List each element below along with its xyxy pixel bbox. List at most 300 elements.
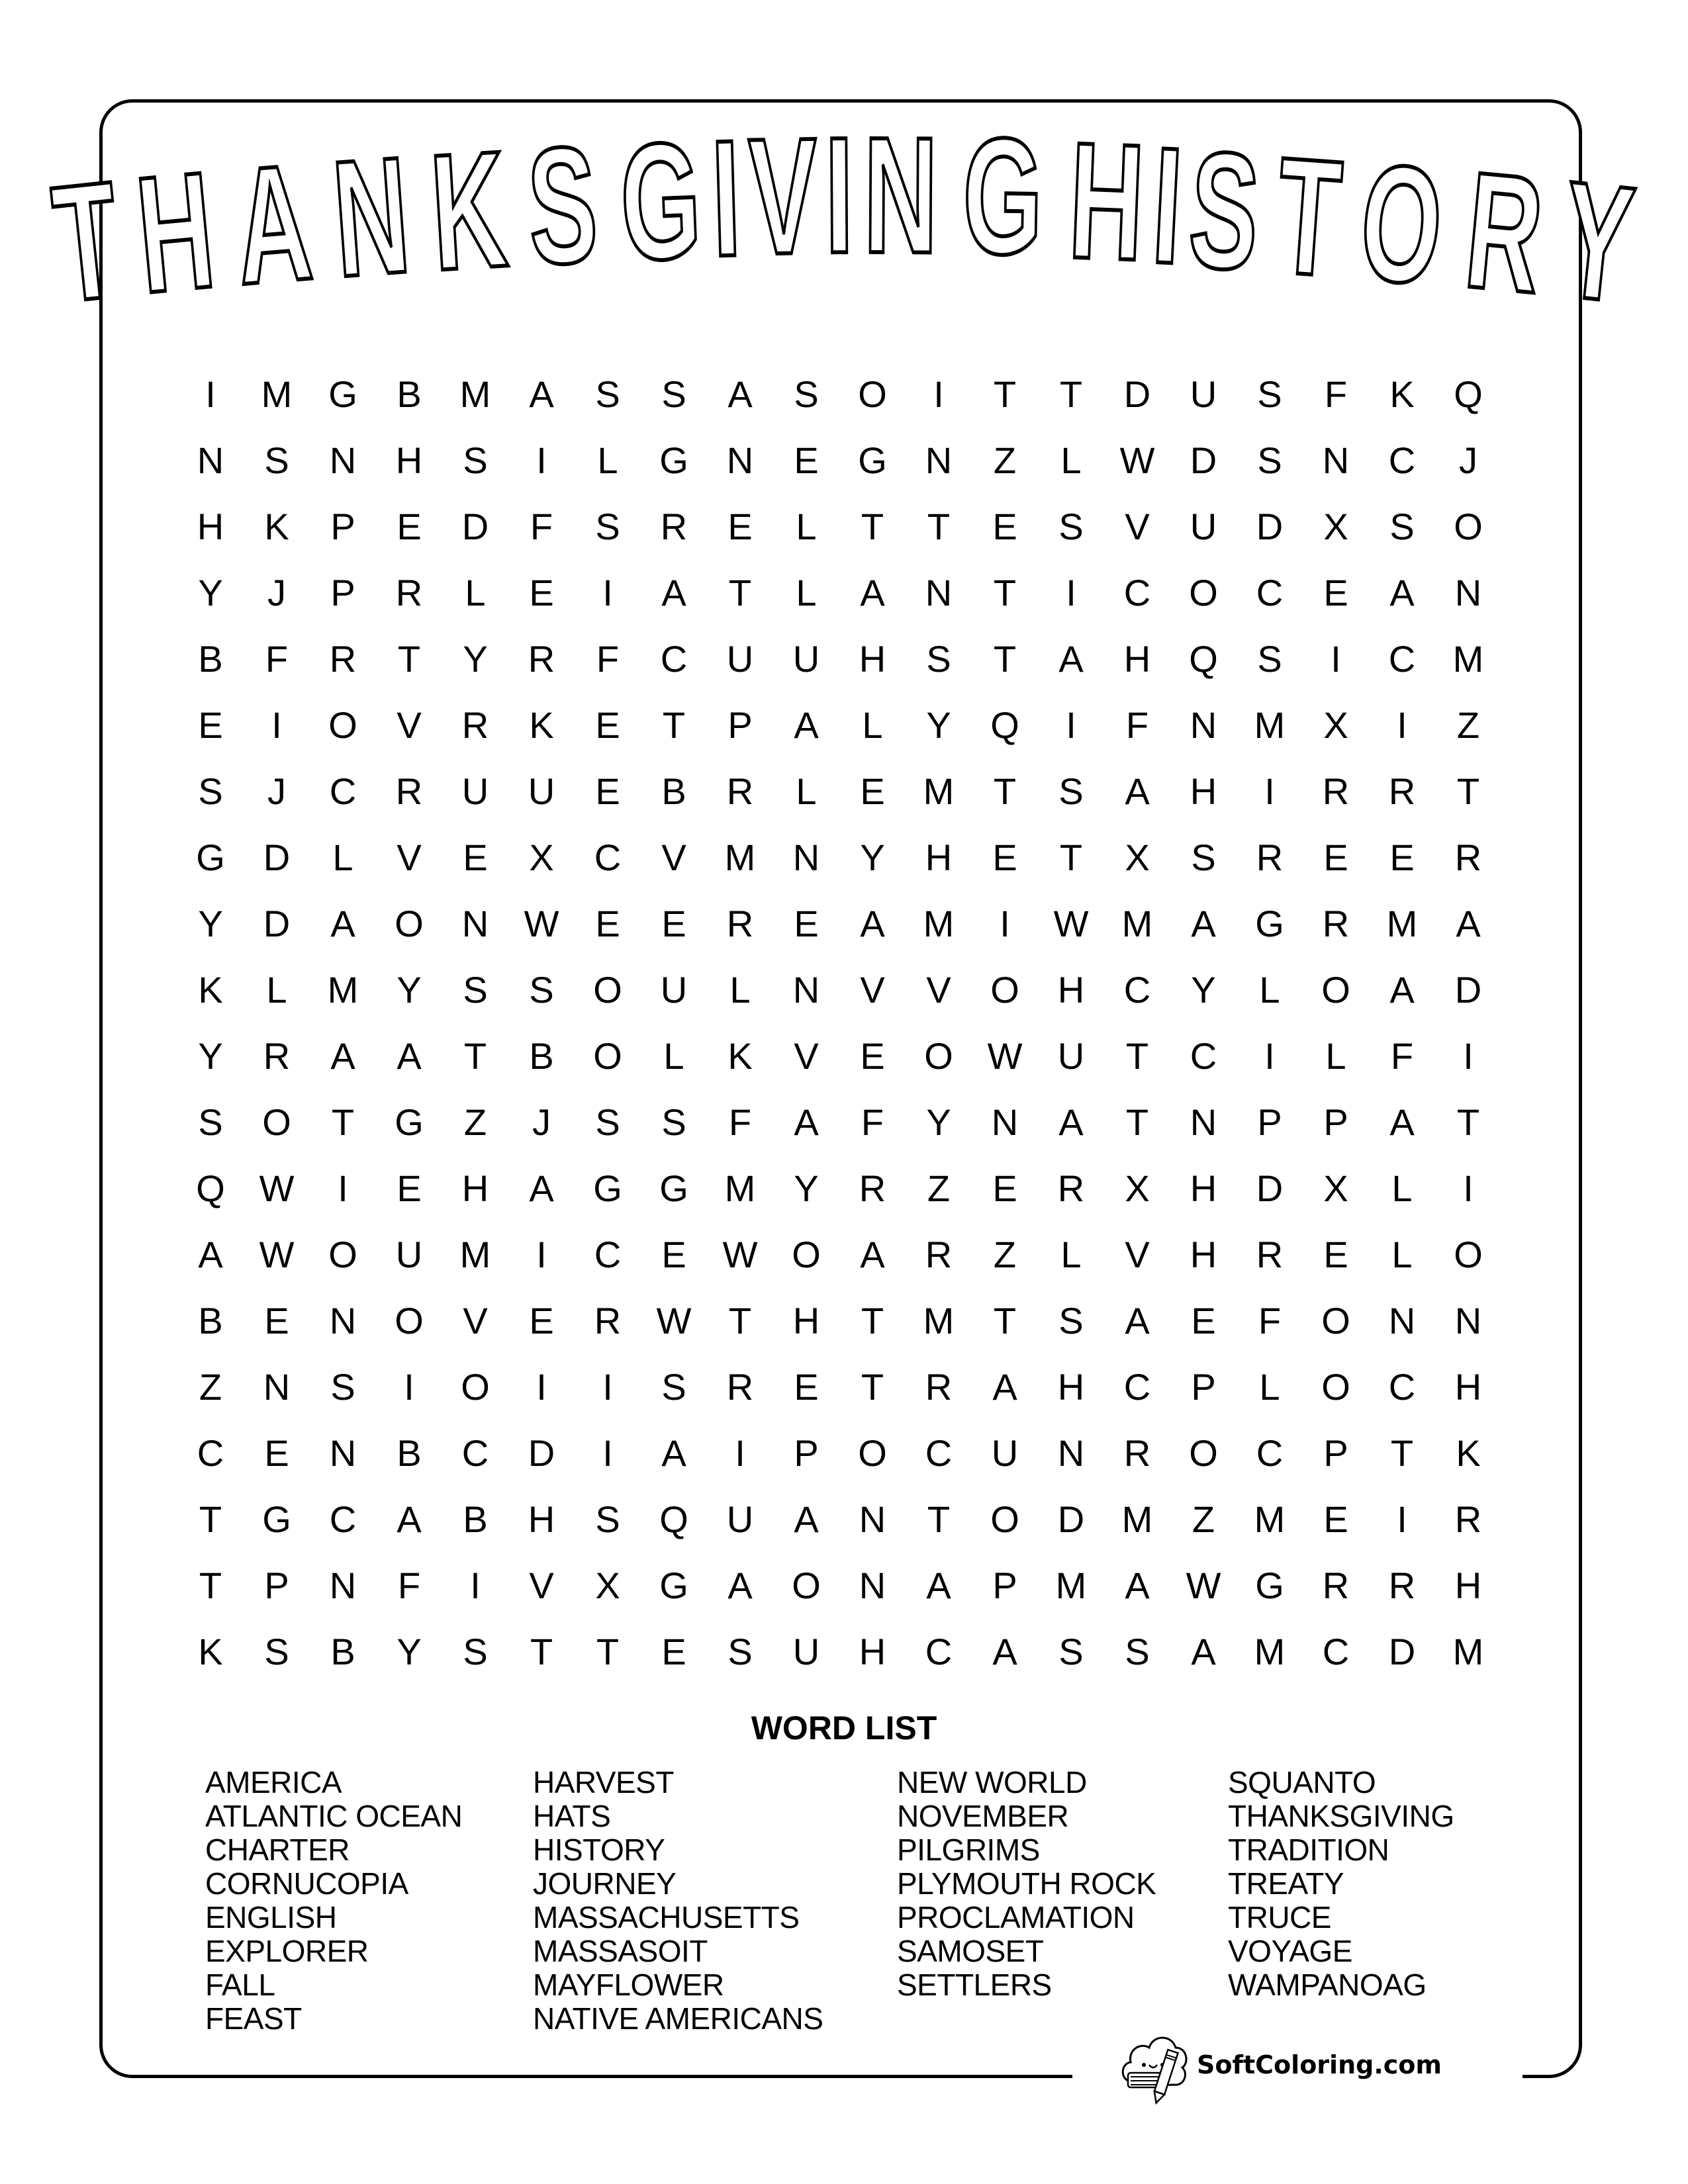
grid-cell: R: [1388, 1564, 1416, 1606]
cloud-with-pencil-icon: [1119, 2025, 1192, 2111]
grid-cell: S: [661, 373, 686, 415]
grid-cell: G: [659, 1564, 688, 1606]
grid-cell: H: [395, 439, 423, 481]
grid-cell: D: [1057, 1498, 1085, 1540]
grid-cell: D: [1256, 505, 1284, 547]
grid-cell: E: [1323, 1498, 1348, 1540]
grid-cell: F: [1258, 1299, 1282, 1342]
grid-cell: F: [1324, 373, 1348, 415]
grid-cell: U: [726, 637, 754, 680]
title-letter: S: [524, 111, 600, 300]
grid-cell: A: [397, 1034, 422, 1077]
grid-cell: E: [264, 1432, 289, 1474]
grid-cell: A: [198, 1233, 223, 1275]
grid-cell: O: [990, 968, 1019, 1011]
grid-cell: C: [1388, 1365, 1416, 1408]
word-list-item: TRADITION: [1228, 1833, 1389, 1867]
grid-cell: T: [1456, 1101, 1480, 1143]
grid-cell: N: [859, 1498, 886, 1540]
grid-cell: T: [861, 505, 884, 547]
word-list-column-2: [533, 1766, 823, 2036]
grid-cell: M: [923, 1299, 955, 1342]
grid-cell: E: [992, 1167, 1017, 1209]
grid-cell: Y: [463, 637, 488, 680]
grid-cell: X: [1323, 704, 1348, 746]
grid-cell: Z: [1192, 1498, 1215, 1540]
grid-cell: M: [1121, 902, 1153, 944]
grid-cell: G: [262, 1498, 291, 1540]
grid-cell: N: [1322, 439, 1350, 481]
grid-cell: I: [933, 373, 944, 415]
grid-cell: G: [593, 1167, 622, 1209]
grid-cell: P: [794, 1432, 819, 1474]
grid-cell: U: [395, 1233, 423, 1275]
grid-cell: E: [1323, 571, 1348, 614]
grid-cell: C: [461, 1432, 489, 1474]
grid-cell: A: [860, 571, 885, 614]
grid-cell: T: [662, 704, 686, 746]
grid-cell: T: [993, 637, 1017, 680]
grid-cell: S: [264, 439, 289, 481]
grid-cell: M: [724, 836, 756, 878]
grid-cell: N: [1190, 704, 1217, 746]
grid-cell: P: [264, 1564, 289, 1606]
grid-cell: L: [1391, 1233, 1413, 1275]
grid-cell: O: [858, 1432, 887, 1474]
grid-cell: R: [461, 704, 489, 746]
grid-cell: W: [524, 902, 559, 944]
grid-cell: C: [1388, 637, 1416, 680]
grid-cell: D: [1123, 373, 1151, 415]
grid-cell: Q: [990, 704, 1019, 746]
grid-cell: I: [1264, 770, 1275, 812]
grid-cell: U: [792, 1630, 820, 1672]
grid-cell: W: [259, 1167, 295, 1209]
grid-cell: Y: [397, 1630, 422, 1672]
word-list-item: MAYFLOWER: [533, 1968, 724, 2002]
grid-cell: H: [792, 1299, 820, 1342]
grid-cell: S: [1257, 373, 1282, 415]
grid-cell: E: [264, 1299, 289, 1342]
word-list-item: SETTLERS: [897, 1968, 1052, 2002]
title-letter: A: [228, 128, 317, 320]
word-list-item: CORNUCOPIA: [205, 1866, 408, 1901]
grid-cell: S: [1058, 770, 1084, 812]
grid-cell: S: [1389, 505, 1415, 547]
grid-cell: Y: [926, 704, 951, 746]
grid-cell: C: [1123, 968, 1151, 1011]
grid-cell: Q: [1189, 637, 1218, 680]
grid-cell: F: [1390, 1034, 1414, 1077]
grid-cell: H: [1190, 770, 1217, 812]
grid-cell: E: [595, 704, 620, 746]
word-list-item: PROCLAMATION: [897, 1900, 1135, 1934]
grid-cell: H: [197, 505, 224, 547]
grid-cell: E: [794, 439, 819, 481]
grid-cell: R: [1057, 1167, 1085, 1209]
grid-cell: B: [198, 637, 223, 680]
grid-cell: M: [1452, 637, 1484, 680]
grid-cell: T: [1125, 1101, 1149, 1143]
grid-cell: O: [1321, 968, 1350, 1011]
grid-cell: P: [1323, 1101, 1348, 1143]
grid-cell: M: [1386, 902, 1418, 944]
grid-cell: T: [1390, 1432, 1414, 1474]
grid-cell: H: [528, 1498, 555, 1540]
grid-cell: C: [1256, 571, 1284, 614]
grid-cell: E: [397, 505, 422, 547]
grid-cell: E: [992, 505, 1017, 547]
grid-cell: L: [1259, 1365, 1280, 1408]
grid-cell: R: [329, 637, 357, 680]
grid-cell: I: [1264, 1034, 1275, 1077]
grid-cell: R: [726, 902, 754, 944]
grid-cell: T: [199, 1498, 222, 1540]
grid-cell: E: [661, 1630, 686, 1672]
grid-cell: V: [661, 836, 686, 878]
grid-cell: S: [727, 1630, 753, 1672]
grid-cell: Z: [993, 439, 1017, 481]
word-list-item: WAMPANOAG: [1228, 1968, 1427, 2002]
grid-cell: I: [1066, 571, 1076, 614]
title-letter: H: [130, 137, 220, 328]
grid-cell: S: [1058, 1299, 1084, 1342]
grid-cell: C: [1322, 1630, 1350, 1672]
grid-cell: A: [1389, 571, 1415, 614]
word-list-column-1: [205, 1766, 462, 2036]
grid-cell: M: [1452, 1630, 1484, 1672]
grid-cell: N: [1454, 1299, 1482, 1342]
word-list-item: NATIVE AMERICANS: [533, 2001, 823, 2036]
grid-cell: T: [199, 1564, 222, 1606]
grid-cell: C: [1388, 439, 1416, 481]
grid-cell: Y: [397, 968, 422, 1011]
grid-cell: V: [397, 704, 422, 746]
word-list-item: TREATY: [1228, 1866, 1344, 1901]
grid-cell: E: [1323, 836, 1348, 878]
grid-cell: N: [197, 439, 224, 481]
grid-cell: R: [528, 637, 555, 680]
grid-cell: D: [1388, 1630, 1416, 1672]
grid-cell: Z: [927, 1167, 951, 1209]
grid-cell: I: [470, 1564, 481, 1606]
grid-cell: L: [1259, 968, 1280, 1011]
grid-cell: Z: [463, 1101, 487, 1143]
grid-cell: K: [198, 968, 223, 1011]
word-list-item: PLYMOUTH ROCK: [897, 1866, 1156, 1901]
grid-cell: E: [198, 704, 223, 746]
grid-cell: P: [330, 571, 355, 614]
grid-cell: B: [330, 1630, 355, 1672]
grid-cell: A: [330, 1034, 355, 1077]
word-list-item: THANKSGIVING: [1228, 1799, 1454, 1833]
grid-cell: S: [1257, 637, 1282, 680]
grid-cell: J: [267, 770, 286, 812]
grid-cell: M: [459, 373, 491, 415]
grid-cell: G: [1255, 902, 1284, 944]
word-list-item: ENGLISH: [205, 1900, 337, 1934]
grid-cell: F: [596, 637, 620, 680]
grid-cell: R: [1322, 770, 1350, 812]
grid-cell: B: [463, 1498, 488, 1540]
grid-cell: G: [395, 1101, 424, 1143]
grid-cell: F: [861, 1101, 884, 1143]
grid-cell: O: [593, 1034, 622, 1077]
grid-cell: E: [794, 902, 819, 944]
grid-cell: O: [1454, 1233, 1483, 1275]
grid-cell: R: [594, 1299, 622, 1342]
grid-cell: V: [397, 836, 422, 878]
title-letter: K: [426, 116, 511, 305]
grid-cell: Y: [794, 1167, 819, 1209]
grid-cell: I: [1331, 637, 1341, 680]
grid-cell: N: [792, 836, 820, 878]
grid-cell: A: [1191, 1630, 1216, 1672]
grid-cell: T: [861, 1365, 884, 1408]
grid-cell: R: [1322, 1564, 1350, 1606]
grid-cell: S: [595, 373, 620, 415]
grid-cell: E: [661, 1233, 686, 1275]
grid-cell: N: [1190, 1101, 1217, 1143]
grid-cell: C: [594, 836, 622, 878]
grid-cell: H: [1454, 1365, 1482, 1408]
grid-cell: A: [1389, 968, 1415, 1011]
grid-cell: W: [722, 1233, 758, 1275]
grid-cell: V: [1125, 1233, 1150, 1275]
grid-cell: U: [461, 770, 489, 812]
grid-cell: S: [926, 637, 951, 680]
grid-cell: K: [264, 505, 289, 547]
grid-cell: C: [925, 1630, 953, 1672]
grid-cell: X: [595, 1564, 620, 1606]
grid-cell: E: [1191, 1299, 1216, 1342]
title-letter: T: [46, 146, 127, 337]
grid-cell: N: [859, 1564, 886, 1606]
title-letter: T: [1270, 122, 1346, 312]
grid-cell: T: [397, 637, 421, 680]
grid-cell: A: [727, 1564, 753, 1606]
grid-cell: I: [536, 1233, 547, 1275]
grid-cell: P: [330, 505, 355, 547]
grid-cell: E: [529, 1299, 554, 1342]
grid-cell: W: [1186, 1564, 1221, 1606]
grid-cell: H: [1057, 1365, 1085, 1408]
grid-cell: V: [1125, 505, 1150, 547]
grid-cell: I: [338, 1167, 348, 1209]
softcoloring-logo[interactable]: [1119, 2025, 1442, 2111]
grid-cell: D: [528, 1432, 555, 1474]
word-list-item: FEAST: [205, 2001, 302, 2036]
grid-cell: I: [536, 1365, 547, 1408]
grid-cell: I: [271, 704, 282, 746]
grid-cell: N: [726, 439, 754, 481]
grid-cell: M: [923, 902, 955, 944]
grid-cell: O: [1189, 1432, 1218, 1474]
grid-cell: S: [463, 439, 488, 481]
grid-cell: A: [794, 1498, 819, 1540]
grid-cell: G: [659, 1167, 688, 1209]
grid-cell: S: [1257, 439, 1282, 481]
grid-cell: L: [1060, 439, 1082, 481]
grid-cell: M: [1254, 704, 1286, 746]
grid-cell: A: [992, 1365, 1017, 1408]
grid-cell: H: [1454, 1564, 1482, 1606]
grid-cell: S: [595, 1101, 620, 1143]
grid-cell: T: [463, 1034, 487, 1077]
grid-cell: A: [992, 1630, 1017, 1672]
grid-cell: E: [397, 1167, 422, 1209]
grid-cell: R: [1388, 770, 1416, 812]
grid-cell: E: [794, 1365, 819, 1408]
grid-cell: U: [991, 1432, 1019, 1474]
grid-cell: H: [1190, 1233, 1217, 1275]
grid-cell: H: [859, 637, 886, 680]
grid-cell: K: [198, 1630, 223, 1672]
title-letter: H: [1066, 107, 1147, 295]
grid-cell: N: [263, 1365, 291, 1408]
grid-cell: E: [860, 770, 885, 812]
grid-cell: S: [794, 373, 819, 415]
grid-cell: B: [397, 1432, 422, 1474]
grid-cell: N: [329, 1564, 357, 1606]
word-search-grid: [177, 361, 1501, 1684]
grid-cell: A: [926, 1564, 951, 1606]
grid-cell: S: [1058, 1630, 1084, 1672]
grid-cell: A: [1125, 1299, 1150, 1342]
grid-cell: T: [1456, 770, 1480, 812]
grid-cell: K: [1456, 1432, 1481, 1474]
grid-cell: E: [992, 836, 1017, 878]
grid-cell: E: [595, 902, 620, 944]
grid-cell: G: [196, 836, 225, 878]
grid-cell: D: [1454, 968, 1482, 1011]
grid-cell: S: [198, 1101, 223, 1143]
grid-cell: I: [1000, 902, 1010, 944]
title-letter: I: [709, 105, 743, 291]
grid-cell: R: [925, 1365, 953, 1408]
word-list-item: MASSASOIT: [533, 1934, 708, 1968]
word-list-item: EXPLORER: [205, 1934, 369, 1968]
grid-cell: D: [1190, 439, 1217, 481]
grid-cell: B: [661, 770, 686, 812]
grid-cell: E: [860, 1034, 885, 1077]
grid-cell: N: [792, 968, 820, 1011]
grid-cell: V: [794, 1034, 819, 1077]
page-title: [46, 102, 1641, 338]
grid-cell: F: [530, 505, 553, 547]
grid-cell: E: [529, 571, 554, 614]
grid-cell: L: [663, 1034, 684, 1077]
grid-cell: C: [1123, 1365, 1151, 1408]
grid-cell: X: [1125, 836, 1150, 878]
grid-cell: P: [727, 704, 753, 746]
grid-cell: K: [529, 704, 554, 746]
word-list-item: NOVEMBER: [897, 1799, 1069, 1833]
grid-cell: A: [794, 704, 819, 746]
grid-cell: S: [595, 1498, 620, 1540]
grid-cell: S: [463, 968, 488, 1011]
grid-cell: R: [395, 571, 423, 614]
grid-cell: N: [461, 902, 489, 944]
grid-cell: X: [1323, 505, 1348, 547]
grid-cell: L: [1325, 1034, 1346, 1077]
word-list-item: MASSACHUSETTS: [533, 1900, 800, 1934]
grid-cell: Q: [196, 1167, 225, 1209]
grid-cell: L: [862, 704, 883, 746]
grid-cell: O: [1454, 505, 1483, 547]
grid-cell: A: [661, 1432, 686, 1474]
grid-cell: H: [1123, 637, 1151, 680]
word-list-item: ATLANTIC OCEAN: [205, 1799, 463, 1833]
grid-cell: O: [262, 1101, 291, 1143]
grid-cell: V: [529, 1564, 554, 1606]
grid-cell: Y: [860, 836, 885, 878]
grid-cell: M: [923, 770, 955, 812]
grid-cell: E: [1323, 1233, 1348, 1275]
grid-cell: Y: [198, 1034, 223, 1077]
grid-cell: Z: [1456, 704, 1480, 746]
grid-cell: I: [602, 1432, 613, 1474]
grid-cell: N: [925, 439, 953, 481]
grid-cell: R: [1322, 902, 1350, 944]
grid-cell: A: [397, 1498, 422, 1540]
grid-cell: J: [532, 1101, 551, 1143]
grid-cell: U: [1190, 373, 1217, 415]
grid-cell: A: [1125, 1564, 1150, 1606]
grid-cell: C: [197, 1432, 224, 1474]
word-list-item: NEW WORLD: [897, 1765, 1087, 1799]
word-list-item: FALL: [205, 1968, 275, 2002]
title-letter: V: [747, 103, 818, 289]
grid-cell: T: [927, 1498, 951, 1540]
title-letter: N: [863, 102, 937, 288]
title-letter: O: [1354, 128, 1448, 320]
word-list-item: SQUANTO: [1228, 1765, 1376, 1799]
grid-cell: L: [1391, 1167, 1413, 1209]
grid-cell: O: [395, 1299, 424, 1342]
grid-cell: A: [330, 902, 355, 944]
grid-cell: N: [1388, 1299, 1416, 1342]
grid-cell: K: [727, 1034, 753, 1077]
grid-cell: R: [263, 1034, 291, 1077]
grid-cell: P: [1257, 1101, 1282, 1143]
word-list-column-4: [1228, 1766, 1454, 2002]
grid-cell: H: [1057, 968, 1085, 1011]
grid-cell: F: [728, 1101, 752, 1143]
grid-cell: A: [1058, 637, 1084, 680]
grid-cell: S: [198, 770, 223, 812]
word-list-item: TRUCE: [1228, 1900, 1331, 1934]
grid-cell: K: [1389, 373, 1415, 415]
grid-cell: Q: [1454, 373, 1483, 415]
grid-cell: V: [860, 968, 885, 1011]
grid-cell: C: [660, 637, 688, 680]
grid-cell: U: [528, 770, 555, 812]
grid-cell: N: [1454, 571, 1482, 614]
word-list-item: HISTORY: [533, 1833, 665, 1867]
grid-cell: T: [728, 1299, 752, 1342]
word-list-item: JOURNEY: [533, 1866, 677, 1901]
grid-cell: R: [1454, 836, 1482, 878]
grid-cell: L: [796, 770, 817, 812]
grid-cell: I: [1066, 704, 1076, 746]
grid-cell: A: [1456, 902, 1481, 944]
word-list-item: AMERICA: [205, 1765, 342, 1799]
title-letter: I: [824, 103, 854, 288]
grid-cell: Y: [1191, 968, 1216, 1011]
grid-cell: Z: [993, 1233, 1017, 1275]
grid-cell: J: [267, 571, 286, 614]
